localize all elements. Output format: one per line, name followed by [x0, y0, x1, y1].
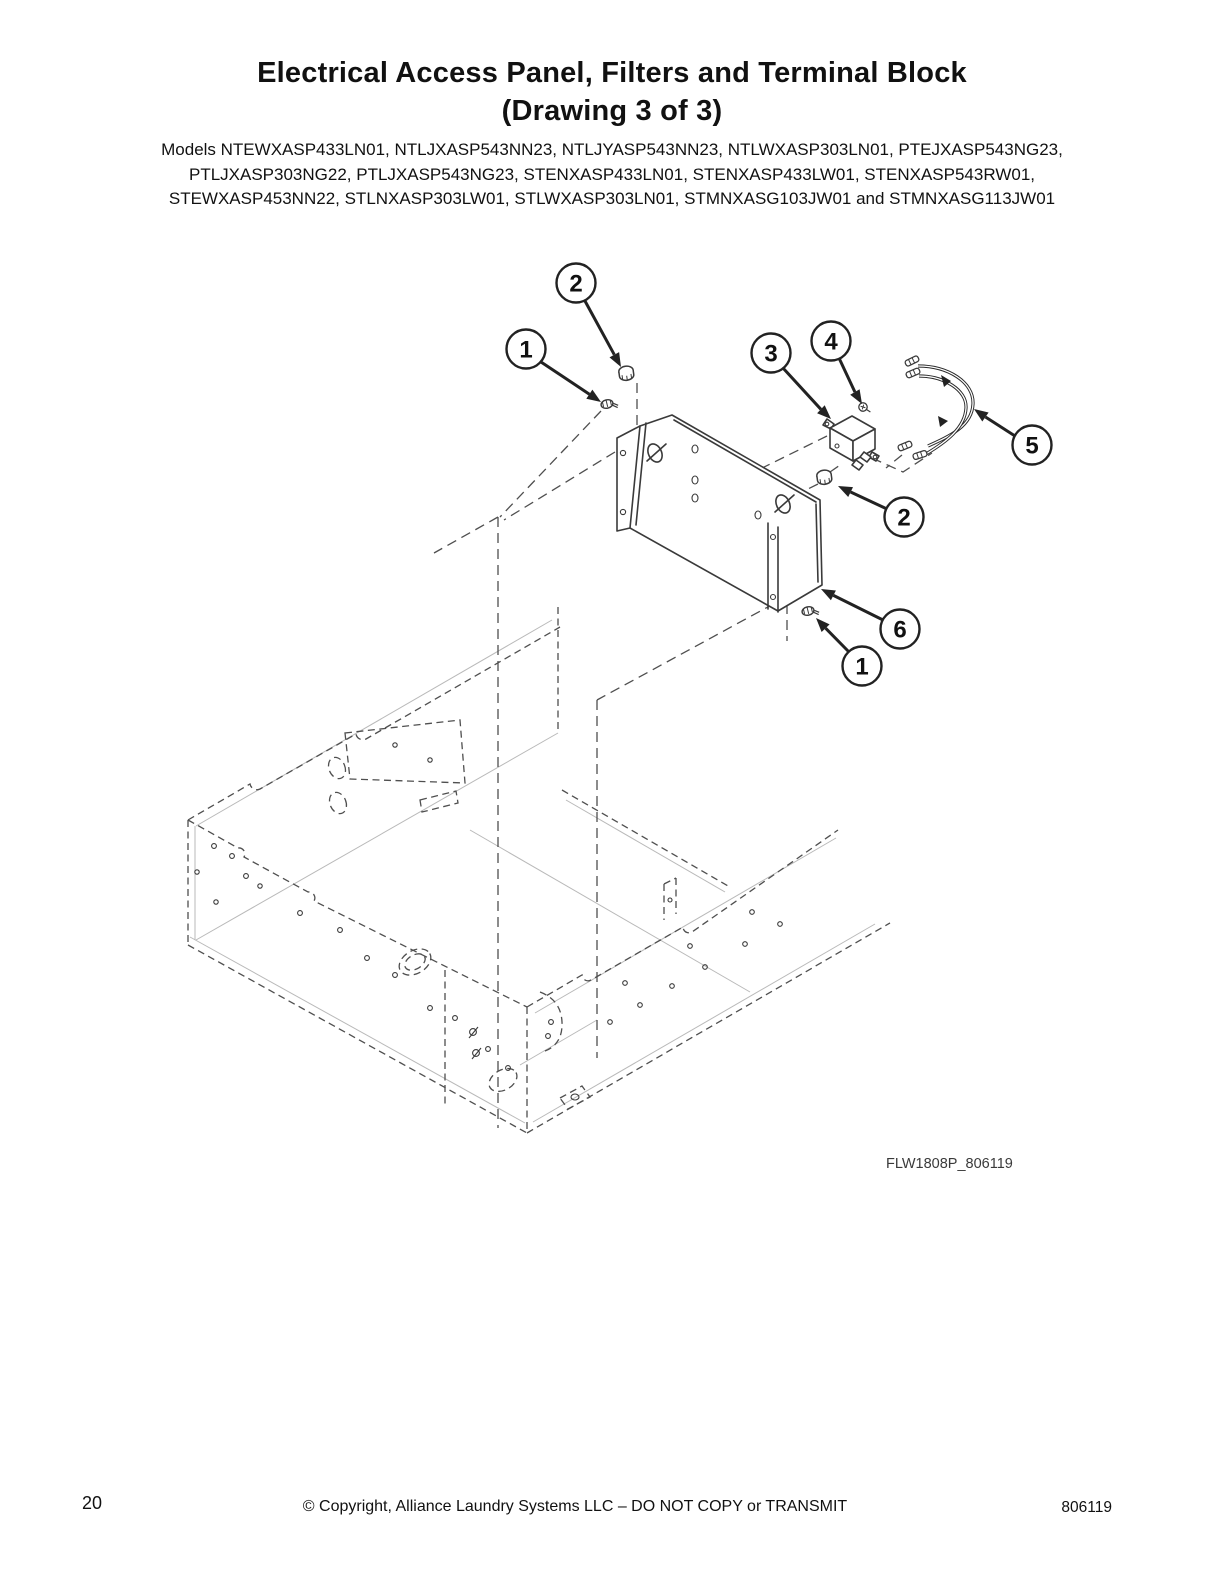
callout-5 [974, 409, 1052, 465]
callout-label: 1 [519, 336, 533, 364]
models-line1: Models NTEWXASP433LN01, NTLJXASP543NN23, NTLJYASP543NN23, NTLWXASP303LN01, PTEJXASP543NG23, [161, 140, 1063, 159]
callout-label: 5 [1025, 432, 1039, 460]
models-line3: STEWXASP453NN22, STLNXASP303LW01, STLWXASP303LN01, STMNXASG103JW01 and STMNXASG113JW01 [168, 189, 1056, 208]
callout-label: 2 [569, 270, 583, 298]
chassis-inner-edges [190, 620, 875, 1123]
callout-1-left [507, 330, 602, 403]
models-line2: PTLJXASP303NG22, PTLJXASP543NG23, STENXASP433LN01, STENXASP433LW01, STENXASP543RW01, [188, 164, 1035, 184]
screw-item4 [858, 402, 870, 415]
callouts [507, 264, 1052, 686]
callout-4 [812, 322, 863, 405]
page-title-line1: Electrical Access Panel, Filters and Terminal Block [257, 57, 967, 89]
electrical-access-panel [617, 415, 822, 612]
callout-label: 1 [855, 653, 869, 681]
callout-2-top [557, 264, 622, 368]
page-title-line2: (Drawing 3 of 3) [501, 95, 723, 127]
callout-label: 4 [824, 328, 838, 356]
nut-item2-right [816, 469, 832, 485]
callout-label: 3 [764, 340, 778, 368]
callout-label: 2 [897, 504, 911, 532]
document-number: 806119 [1061, 1499, 1112, 1516]
screw-item1-top [600, 397, 618, 411]
copyright-notice: © Copyright, Alliance Laundry Systems LLC – DO NOT COPY or TRANSMIT [302, 1498, 848, 1515]
screw-item1-bottom [801, 604, 819, 618]
callout-2-right [838, 486, 924, 537]
figure-code: FLW1808P_806119 [886, 1156, 1013, 1172]
cabinet-chassis-phantom [188, 607, 890, 1133]
callout-1-bottom [816, 618, 882, 686]
callout-label: 6 [893, 616, 907, 644]
nut-item2-top [618, 365, 634, 381]
page-number: 20 [82, 1493, 103, 1513]
chassis-holes [195, 743, 783, 1100]
wire-harness [897, 355, 973, 460]
emi-filter [823, 416, 879, 470]
